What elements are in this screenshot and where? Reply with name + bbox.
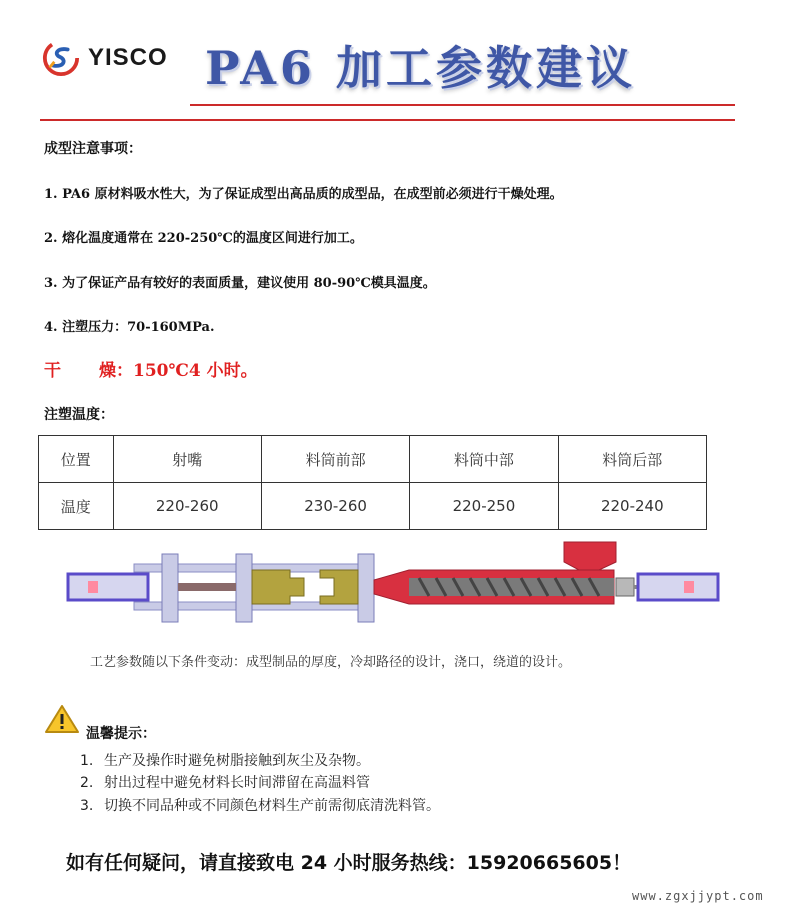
note-item: 3. 为了保证产品有较好的表面质量，建议使用 80-90℃模具温度。 bbox=[44, 276, 436, 291]
contact-hotline: 如有任何疑问，请直接致电 24 小时服务热线：15920665605！ bbox=[66, 852, 632, 874]
note-item: 2. 熔化温度通常在 220-250℃的温度区间进行加工。 bbox=[44, 231, 363, 246]
platen-rear bbox=[162, 554, 178, 622]
clamp-cylinder bbox=[68, 574, 148, 600]
table-cell: 料筒后部 bbox=[558, 436, 706, 483]
diagram-caption: 工艺参数随以下条件变动：成型制品的厚度，冷却路径的设计，浇口，绕道的设计。 bbox=[90, 655, 572, 670]
list-item bbox=[80, 772, 370, 792]
logo-text: YISCO bbox=[88, 44, 168, 71]
injection-heading: 注塑温度： bbox=[44, 407, 114, 423]
list-number: 3. bbox=[80, 798, 94, 814]
list-number: 1. bbox=[80, 753, 94, 769]
list-number: 2. bbox=[80, 775, 94, 791]
drying-label-a: 干 bbox=[44, 361, 61, 381]
mold-half-moving bbox=[252, 570, 304, 604]
table-header-row bbox=[39, 436, 707, 483]
table-cell: 料筒中部 bbox=[410, 436, 558, 483]
injection-cylinder bbox=[638, 574, 718, 600]
note-item: 1. PA6 原材料吸水性大，为了保证成型出高品质的成型品，在成型前必须进行干燥处理。 bbox=[44, 187, 563, 202]
table-cell: 料筒前部 bbox=[261, 436, 409, 483]
list-item bbox=[80, 750, 370, 770]
temperature-table bbox=[38, 435, 707, 530]
clamp-piston bbox=[88, 581, 98, 593]
platen-fixed bbox=[358, 554, 374, 622]
note-item: 4. 注塑压力：70-160MPa. bbox=[44, 320, 215, 335]
list-item bbox=[80, 795, 440, 815]
platen-moving bbox=[236, 554, 252, 622]
injection-machine-diagram bbox=[64, 540, 724, 630]
table-cell: 温度 bbox=[39, 483, 114, 530]
injection-piston bbox=[684, 581, 694, 593]
table-cell: 位置 bbox=[39, 436, 114, 483]
warning-icon bbox=[44, 704, 80, 734]
title-rule-top bbox=[190, 104, 735, 106]
table-cell: 220-260 bbox=[113, 483, 261, 530]
table-cell: 220-240 bbox=[558, 483, 706, 530]
table-cell: 220-250 bbox=[410, 483, 558, 530]
list-text: 切换不同品种或不同颜色材料生产前需彻底清洗料管。 bbox=[104, 798, 440, 814]
drying-spec bbox=[44, 356, 258, 381]
title-rule-bottom bbox=[40, 119, 735, 121]
notes-heading: 成型注意事项： bbox=[44, 141, 142, 157]
toggle-link bbox=[178, 583, 236, 591]
watermark: www.zgxjjypt.com bbox=[632, 889, 764, 903]
list-text: 生产及操作时避免树脂接触到灰尘及杂物。 bbox=[104, 753, 370, 769]
yisco-logo-icon bbox=[42, 39, 80, 77]
table-cell: 230-260 bbox=[261, 483, 409, 530]
drying-label-b: 燥：150℃4 小时。 bbox=[99, 361, 258, 381]
hopper bbox=[564, 542, 616, 570]
table-cell: 射嘴 bbox=[113, 436, 261, 483]
brand-logo bbox=[42, 38, 172, 78]
page-title: PA6 加工参数建议 bbox=[205, 41, 636, 95]
tips-heading: 温馨提示： bbox=[86, 726, 156, 742]
list-text: 射出过程中避免材料长时间滞留在高温料管 bbox=[104, 775, 370, 791]
mold-half-fixed bbox=[320, 570, 358, 604]
table-row bbox=[39, 483, 707, 530]
drive-coupling bbox=[616, 578, 634, 596]
